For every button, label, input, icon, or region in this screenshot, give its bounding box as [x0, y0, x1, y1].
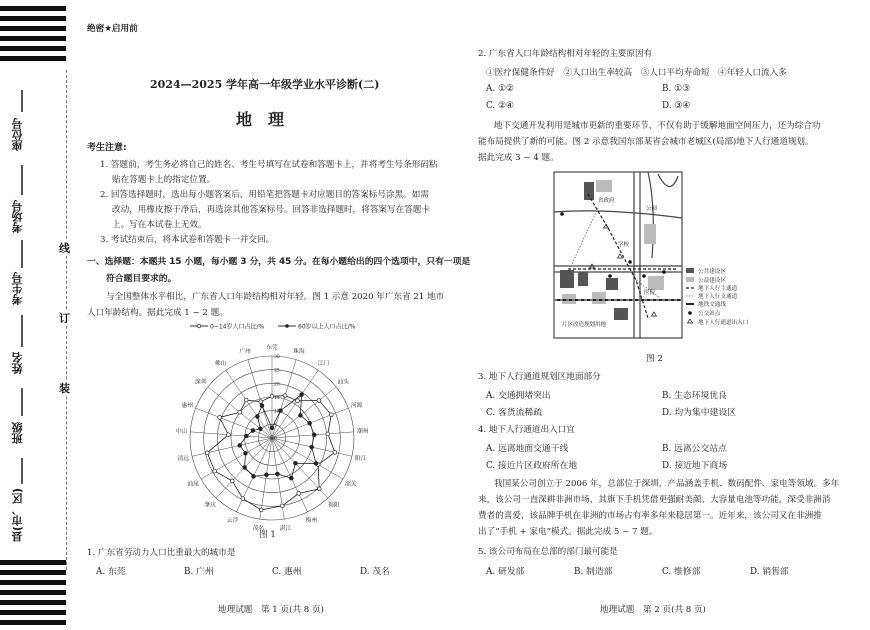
radar-point-elderly [255, 415, 259, 419]
q3-option-c[interactable]: C. 客货流稀疏 [486, 408, 542, 418]
welfare-block [648, 276, 664, 290]
radar-point-children [230, 479, 234, 483]
radar-spoke [272, 438, 343, 479]
radar-category-label: 江门 [317, 360, 330, 367]
radar-category-label: 汕头 [337, 379, 349, 386]
q4-option-d[interactable]: D. 接近地下商场 [662, 461, 728, 471]
cut-label-order: 订 [59, 312, 70, 325]
radar-point-elderly [252, 475, 256, 479]
intro-text: 据此完成 3 ~ 4 题。 [478, 153, 559, 163]
radar-point-children [329, 413, 333, 417]
q1-option-a[interactable]: A. 东莞 [96, 567, 126, 577]
radar-point-elderly [310, 445, 314, 449]
radar-point-elderly [260, 404, 264, 408]
notice-item: 1. 答题前，考生务必将自己的姓名、考生号填写在试卷和答题卡上，并将考生号条形码粘 [100, 160, 438, 170]
radar-point-elderly [244, 434, 248, 438]
radar-point-elderly [244, 451, 248, 455]
radar-category-label: 清远 [177, 456, 190, 463]
q1-option-d[interactable]: D. 茂名 [360, 567, 390, 577]
q2-option-b[interactable]: B. ①③ [662, 84, 690, 94]
intro-text: 人口年龄结构。据此完成 1 ~ 2 题。 [87, 308, 228, 318]
public-block [578, 272, 588, 286]
question-3-stem: 3. 地下人行通道规划区地面部分 [478, 372, 601, 382]
q5-option-b[interactable]: B. 制造部 [574, 567, 613, 577]
passage-text: 我国某公司创立于 2006 年，总部位于深圳，产品涵盖手机、数码配件、家电等领域。多年 [494, 479, 840, 489]
county-line[interactable] [21, 458, 23, 484]
secret-mark: 绝密★启用前 [87, 24, 138, 34]
exam-room-field: 考场号 [11, 200, 24, 233]
legend-public: 公共建设区 [698, 269, 726, 275]
map-label-park: 公园 [646, 206, 658, 212]
legend-welfare: 公益建设区 [698, 278, 726, 284]
radar-tick-label: 10 [274, 409, 280, 415]
map-label-renewal-area: 片区改造规划用地 [562, 322, 607, 328]
intro-text: 能布局提供了新的可能。图 2 示意我国东部某省会城市老城区(局部)地下人行通道规划。 [478, 137, 814, 147]
q4-option-b[interactable]: B. 远离公交站点 [662, 444, 727, 454]
radar-category-label: 阳江 [354, 456, 367, 463]
radar-point-elderly [314, 462, 318, 466]
legend-metro: 地铁交通线 [698, 302, 726, 308]
page-1-footer: 地理试题 第 1 页(共 8 页) [218, 605, 324, 615]
q5-option-a[interactable]: A. 研发部 [486, 567, 525, 577]
radar-category-label: 中山 [175, 429, 188, 436]
exam-room-line[interactable] [21, 165, 23, 195]
exam-title: 2024—2025 学年高一年级学业水平诊断(二) [150, 78, 380, 91]
radar-spoke [201, 438, 272, 479]
radar-tick-label: 25 [274, 368, 280, 374]
radar-point-children [280, 504, 284, 508]
map-label-school: 学校 [618, 242, 630, 248]
question-1-stem: 1. 广东省劳动力人口比重最大的城市是 [87, 548, 236, 558]
map-label-hospital: 医院 [644, 290, 656, 296]
radar-point-elderly [300, 393, 304, 397]
radar-category-label: 茂名 [252, 525, 265, 532]
radar-point-children [283, 394, 287, 398]
radar-point-children [238, 410, 242, 414]
radar-point-children [259, 508, 263, 512]
radar-point-elderly [294, 461, 298, 465]
population-radar-chart [160, 318, 395, 538]
question-2-stem: 2. 广东省人口年龄结构相对年轻的主要原因有 [478, 49, 653, 59]
seat-number-line[interactable] [21, 90, 23, 112]
radar-category-label: 广州 [239, 349, 251, 356]
radar-tick-label: 5 [274, 423, 277, 429]
welfare-block [592, 292, 606, 304]
page-2-footer: 地理试题 第 2 页(共 8 页) [600, 605, 706, 615]
radar-category-label: 韶关 [345, 481, 357, 488]
q2-option-d[interactable]: D. ③④ [662, 101, 691, 111]
radar-point-children [326, 432, 330, 436]
q1-option-b[interactable]: B. 广州 [184, 567, 214, 577]
radar-point-children [333, 450, 337, 454]
notice-item: 改动，用橡皮擦干净后，再选涂其他答案标号。回答非选择题时，将答案写在答题卡 [112, 205, 430, 215]
name-field: 姓名 [11, 352, 24, 374]
name-line[interactable] [21, 315, 23, 347]
q5-option-c[interactable]: C. 维修部 [662, 567, 701, 577]
radar-point-children [317, 487, 321, 491]
radar-category-label: 佛山 [214, 360, 227, 367]
student-id-line[interactable] [21, 240, 23, 268]
radar-point-children [241, 497, 245, 501]
radar-point-elderly [251, 429, 255, 433]
student-id-field: 考生号 [11, 272, 24, 305]
seat-number-field: 座位号 [11, 118, 24, 151]
passage-text: 费者的喜爱，该品牌手机在非洲的市场占有率多年来稳居第一。近年来，该公司又在非洲推 [478, 511, 822, 521]
radar-category-label: 湛江 [279, 525, 292, 532]
radar-point-children [244, 398, 248, 402]
public-block [560, 270, 574, 288]
radar-point-elderly [243, 466, 247, 470]
radar-category-label: 梅州 [305, 517, 318, 524]
notice-item: 3. 考试结束后，将本试卷和答题卡一并交回。 [100, 235, 275, 245]
legend-entrance: 地下人行通道出入口 [698, 320, 749, 326]
q3-option-b[interactable]: B. 生态环境优良 [662, 391, 727, 401]
radar-point-elderly [259, 427, 263, 431]
public-block [606, 278, 618, 290]
legend-main-passage: 地下人行主通道 [698, 286, 738, 292]
notice-item: 上。写在本试卷上无效。 [112, 220, 207, 230]
radar-category-label: 揭阳 [328, 502, 340, 509]
subject-title: 地 理 [236, 110, 285, 129]
radar-point-elderly [308, 421, 312, 425]
radar-category-label: 惠州 [181, 402, 194, 409]
radar-category-label: 河源 [350, 402, 363, 409]
welfare-block [644, 224, 656, 244]
public-block [614, 308, 628, 320]
notice-heading: 考生注意: [87, 143, 127, 153]
legend-branch-passage: 地下人行支通道 [698, 294, 738, 300]
radar-point-children [226, 433, 230, 437]
cut-label-bind: 装 [59, 382, 70, 395]
figure-2-caption: 图 2 [646, 354, 663, 364]
radar-point-elderly [289, 476, 293, 480]
question-4-stem: 4. 地下人行通道出入口宜 [478, 425, 575, 435]
radar-tick-label: 30 [274, 355, 280, 360]
radar-category-label: 潮州 [356, 429, 369, 436]
radar-point-elderly [265, 473, 269, 477]
radar-tick-label: 20 [274, 382, 280, 388]
cut-label-line: 线 [59, 242, 70, 255]
section-heading-2: 符合题目要求的。 [106, 274, 177, 284]
radar-tick-label: 0 [274, 437, 277, 442]
q2-option-a[interactable]: A. ①② [486, 84, 514, 94]
passage-text: 出了“手机 + 家电”模式。据此完成 5 ~ 7 题。 [478, 527, 658, 537]
radar-point-children [296, 399, 300, 403]
passage-text: 来，该公司一直深耕非洲市场，其旗下手机凭借更强耐美颜、大容量电池等功能，深受非洲消 [478, 495, 831, 505]
city-underground-map [548, 168, 798, 344]
radar-point-elderly [312, 433, 316, 437]
q1-option-c[interactable]: C. 惠州 [272, 567, 302, 577]
radar-point-elderly [299, 413, 303, 417]
class-field: 班级 [11, 422, 24, 444]
radar-tick-label: 15 [274, 396, 280, 401]
intro-text: 地下交通开发利用是城市更新的重要环节，不仅有助于缓解地面空间压力，还为综合功 [494, 121, 821, 131]
class-line[interactable] [21, 388, 23, 416]
map-label-government: 省政府 [598, 198, 615, 204]
radar-spoke [226, 370, 272, 438]
question-5-stem: 5. 该公司布局在总部的部门最可能是 [478, 547, 618, 557]
q2-option-c[interactable]: C. ②④ [486, 101, 514, 111]
radar-point-children [218, 416, 222, 420]
radar-category-label: 肇庆 [204, 502, 216, 509]
radar-point-children [297, 492, 301, 496]
radar-category-label: 云浮 [226, 517, 239, 524]
intro-text: 与全国整体水平相比，广东省人口年龄结构相对年轻。图 1 示意 2020 年广东省 21 地市 [106, 292, 445, 302]
q3-option-a[interactable]: A. 交通拥堵突出 [486, 391, 551, 401]
radar-category-label: 汕尾 [187, 481, 199, 488]
radar-point-elderly [238, 443, 242, 447]
section-heading: 一、选择题：本题共 15 小题，每小题 3 分，共 45 分。在每小题给出的四个选项中，只有一项是 [87, 257, 471, 267]
q5-option-d[interactable]: D. 销售部 [750, 567, 789, 577]
radar-point-elderly [276, 472, 280, 476]
radar-spoke [196, 408, 272, 438]
radar-category-label: 珠海 [293, 349, 305, 356]
county-field: 县(市、区) [11, 488, 24, 543]
radar-point-children [317, 399, 321, 403]
radar-point-children [259, 400, 263, 404]
radar-point-children [205, 451, 209, 455]
q3-option-d[interactable]: D. 均为集中建设区 [662, 408, 736, 418]
question-2-reasons: ①医疗保健条件好 ②人口出生率较高 ③人口平均寿命短 ④年轻人口流入多 [486, 68, 787, 78]
welfare-block [596, 180, 612, 192]
q4-option-a[interactable]: A. 远离地面交通干线 [486, 444, 569, 454]
radar-category-label: 深圳 [195, 379, 207, 386]
legend-bus-stop: 公交站点 [698, 311, 721, 317]
legend-label-children: 0~14岁人口占比/% [210, 323, 265, 331]
legend-label-elderly: 60岁以上人口占比/% [298, 323, 356, 331]
q4-option-c[interactable]: C. 接近片区政府所在地 [486, 461, 578, 471]
radar-point-children [213, 469, 217, 473]
figure-1-caption: 图 1 [259, 530, 276, 540]
notice-item: 2. 回答选择题时，选出每小题答案后，用铅笔把答题卡对应题目的答案标号涂黑。如需 [100, 190, 429, 200]
public-block [584, 182, 594, 200]
radar-category-label: 东莞 [266, 345, 278, 351]
notice-item: 贴在答题卡上的指定位置。 [112, 175, 216, 185]
